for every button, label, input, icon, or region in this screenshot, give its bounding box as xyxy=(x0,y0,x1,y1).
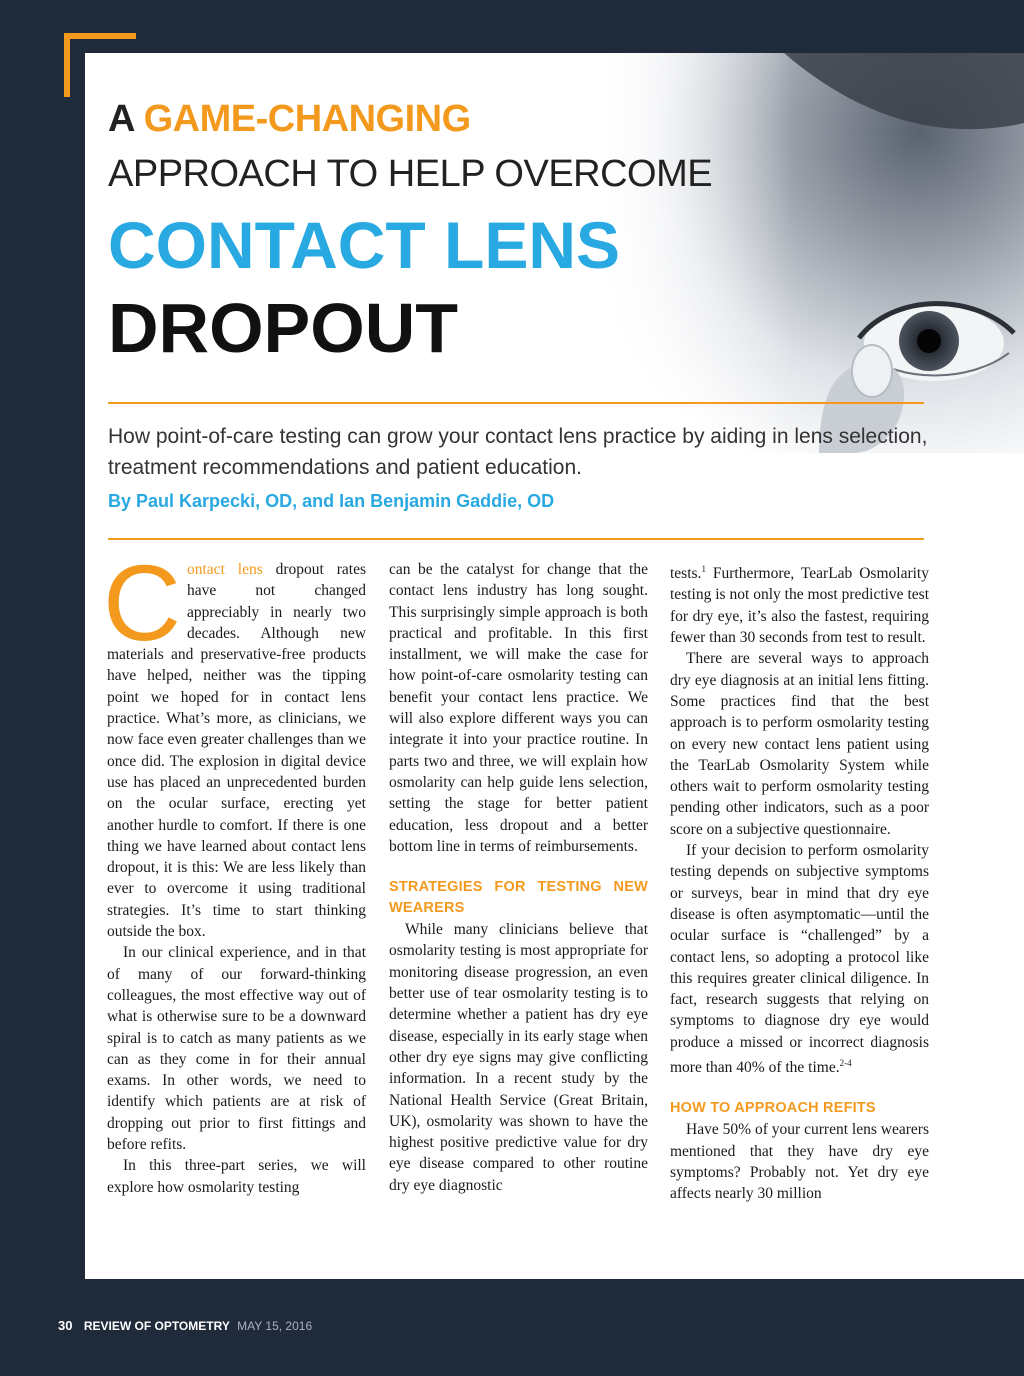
publication-name: REVIEW OF OPTOMETRY xyxy=(83,1319,230,1333)
paragraph-text: If your decision to perform osmolarity testing depends on subjective symptoms or surveys, bear in mind that dry eye disease is often asymptomatic—until the ocular surface is “challenged” by a contact lens, so adopting a protocol like this requires greater clinical diligence. In fact, research suggests that relying on symptoms to diagnose dry eye would produce a missed or incorrect diagnosis more than 40% of the time. xyxy=(670,842,929,1077)
headline-line-4: DROPOUT xyxy=(108,289,458,367)
paragraph: While many clinicians believe that osmolarity testing is most appropriate for monitoring disease progression, an even better use of tear osmolarity testing is to determine whether a patient has dry eye disease, especially in its early stage when other dry eye signs may give conflicting information. In a recent study by the National Health Service (Great Britain, UK), osmolarity was shown to have the highest positive predictive value for dry eye disease compared to other routine dry eye diagnostic xyxy=(389,921,648,1194)
subhead-refits: HOW TO APPROACH REFITS xyxy=(670,1100,876,1117)
paragraph-text: dropout rates have not changed appreciably in nearly two decades. Although new materials and preservative-free products have helped, neither was the tipping point we hoped for in contact lens practice. What’s more, as clinicians, we now face even greater challenges than we once did. The explosion in digital device use has placed an unprecedented burden on the ocular surface, erecting yet another hurdle to comfort. If there is one thing we have learned about contact lens dropout, it is this: We are less likely than ever to overcome it using traditional strategies. It’s time to start thinking outside the box. xyxy=(107,561,366,941)
reference-1: 1 xyxy=(701,564,706,574)
column-2 xyxy=(389,559,648,1196)
divider-bottom xyxy=(108,538,924,540)
byline: By Paul Karpecki, OD, and Ian Benjamin Gaddie, OD xyxy=(108,491,555,511)
headline-word-a: A xyxy=(108,98,134,140)
paragraph xyxy=(670,559,929,648)
issue-date: MAY 15, 2016 xyxy=(237,1319,313,1333)
column-3 xyxy=(670,559,929,1205)
paragraph-text: Furthermore, TearLab Osmolarity testing is not only the most predictive test for dry eye, it’s also the fastest, requiring fewer than 30 seconds from test to result. xyxy=(670,565,929,647)
paragraph xyxy=(103,542,366,942)
contact-lens-eye-photo xyxy=(604,53,1024,453)
page-number: 30 xyxy=(58,1318,73,1333)
headline-line-2: APPROACH TO HELP OVERCOME xyxy=(108,153,713,195)
lead-in: ontact lens xyxy=(187,561,263,578)
paragraph xyxy=(670,840,929,1078)
paragraph: Have 50% of your current lens wearers mentioned that they have dry eye symptoms? Probably not. Yet dry eye affects nearly 30 million xyxy=(670,1121,929,1203)
subhead-strategies: STRATEGIES FOR TESTING NEW WEARERS xyxy=(389,879,648,917)
paragraph: can be the catalyst for change that the contact lens industry has long sought. This surprisingly simple approach is both practical and profitable. In this first installment, we will make the case for how point-of-care osmolarity testing can benefit your contact lens practice. We will also explore different ways you can integrate it into your practice routine. In parts two and three, we will explain how osmolarity can help guide lens selection, setting the stage for better patient education, less dropout and a better bottom line in terms of reimbursements. xyxy=(389,561,648,855)
paragraph-text: tests. xyxy=(670,565,702,583)
drop-cap: C xyxy=(103,542,181,663)
deck-text: How point-of-care testing can grow your contact lens practice by aiding in lens selection, treatment recommendations and patient education. xyxy=(108,425,928,479)
page-footer xyxy=(58,1318,312,1333)
divider-top xyxy=(108,402,924,404)
paragraph: In our clinical experience, and in that of many of our forward-thinking colleagues, the most effective way out of what is otherwise sure to be a downward spiral is to catch as many patients as we can as they come in for their annual exams. In other words, we need to identify which patients are at risk of dropping out prior to first fittings and before refits. xyxy=(107,944,366,1154)
headline-line-3: CONTACT LENS xyxy=(108,208,621,282)
headline-accent: GAME-CHANGING xyxy=(143,98,471,140)
column-1 xyxy=(103,542,366,1198)
article-page xyxy=(85,53,1024,1279)
paragraph: In this three-part series, we will explore how osmolarity testing xyxy=(107,1157,366,1196)
headline-line-1 xyxy=(108,98,471,141)
reference-2: 2-4 xyxy=(839,1057,852,1068)
paragraph: There are several ways to approach dry eye diagnosis at an initial lens fitting. Some practices find that the best approach is to perform osmolarity testing on every new contact lens patient using the TearLab Osmolarity System while others wait to perform osmolarity testing pending other indicators, such as a poor score on a subjective questionnaire. xyxy=(670,650,929,838)
